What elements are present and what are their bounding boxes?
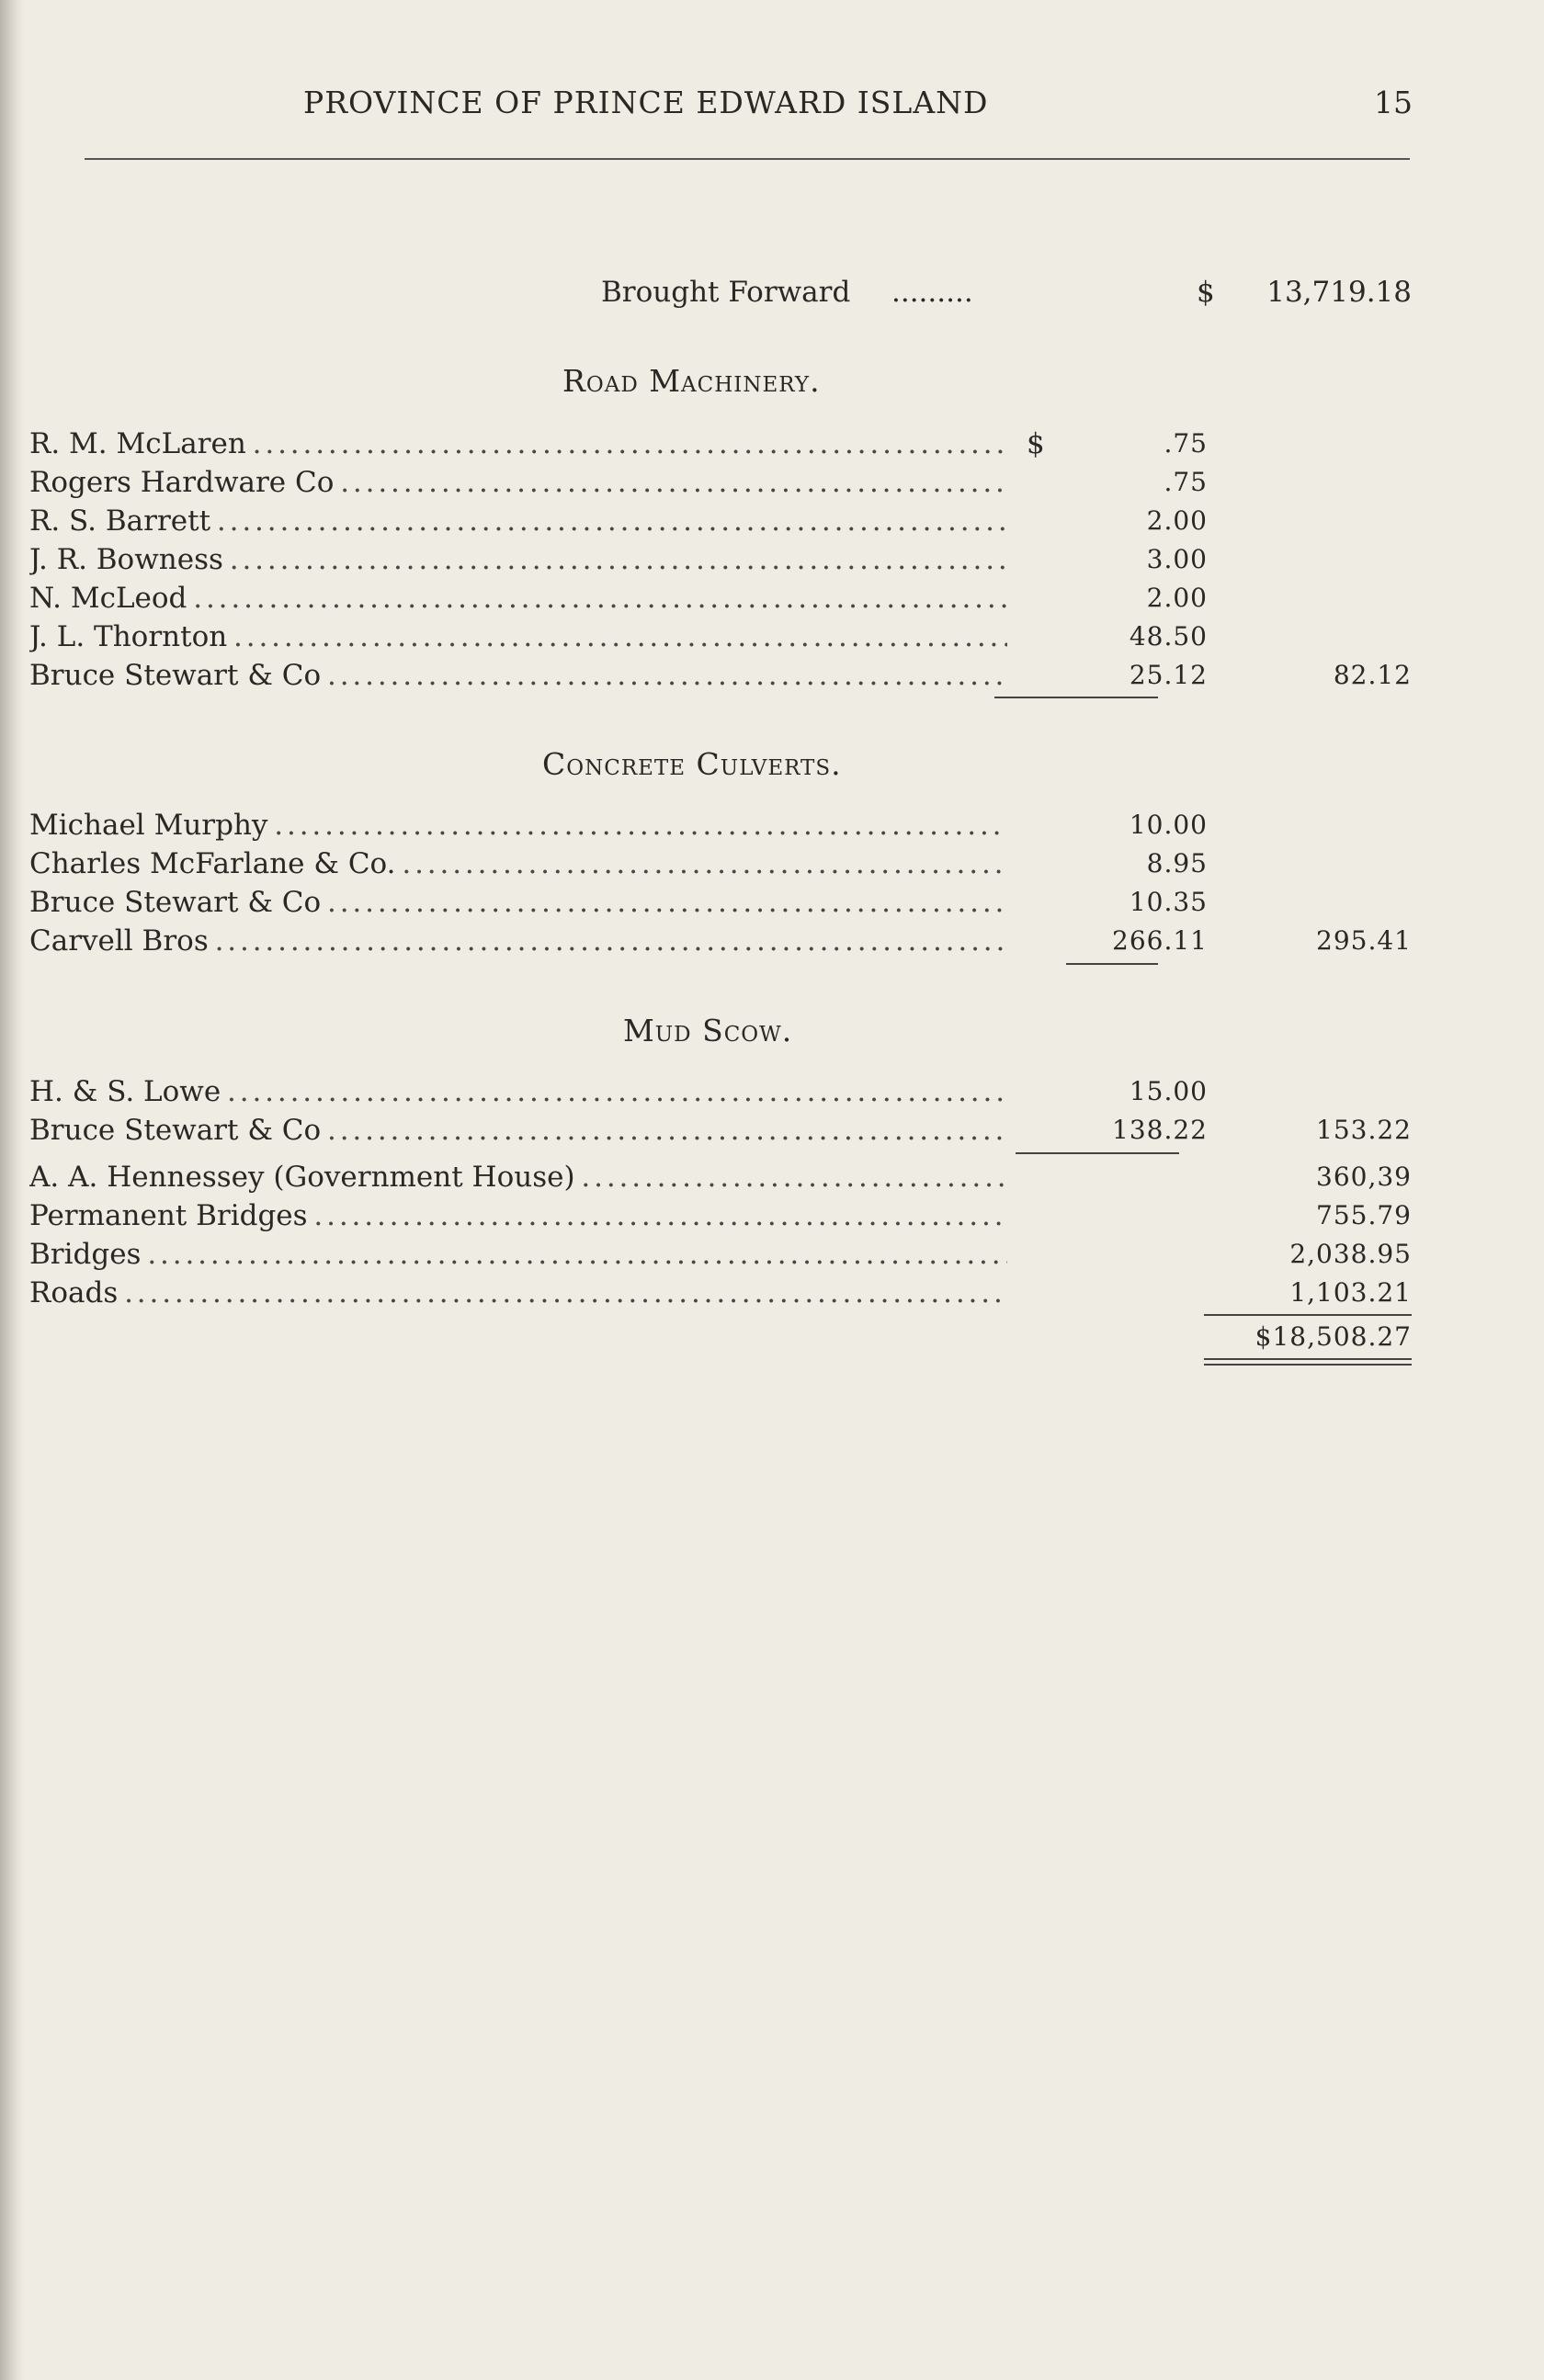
ledger-row [29,502,1408,540]
ledger-row [29,844,1408,883]
ledger-row [29,883,1408,922]
ledger-row [29,1274,1412,1312]
ledger-row-name: H. & S. Lowe . . . [29,1072,1007,1111]
running-header-title: PROVINCE OF PRINCE EDWARD ISLAND [303,85,989,120]
page-number: 15 [1374,85,1413,120]
ledger-row [29,1235,1412,1274]
ledger-row-amount: 25.12 [1129,660,1208,690]
ledger-row-amount: 15.00 [1129,1076,1208,1106]
ledger-row [29,425,1408,463]
brought-forward-label: Brought Forward [601,276,851,309]
ledger-row-amount: 8.95 [1146,848,1208,878]
ledger-row [29,1158,1412,1196]
header-rule [85,158,1410,160]
ledger-row [29,618,1408,656]
ledger-row [29,1111,1412,1150]
ledger-row-name: J. L. Thornton . . . [29,618,1007,656]
grand-total-row [29,1318,1412,1356]
ledger-row-amount: .75 [1164,467,1208,497]
ledger-row-name: Roads . . . [29,1274,1007,1312]
ledger-row-name: R. M. McLaren . . . [29,425,1007,463]
grand-total: $18,508.27 [1254,1321,1412,1352]
ledger-row [29,579,1408,618]
ledger-row-name: Charles McFarlane & Co. . . . [29,844,1007,883]
subtotal-rule [1066,963,1158,965]
ledger-row-amount: 2.00 [1146,583,1208,613]
section-total: 153.22 [1316,1115,1412,1145]
ledger-row-name: Carvell Bros . . . [29,922,1007,960]
ledger-row [29,463,1408,502]
ledger-row-amount: 3.00 [1146,544,1208,574]
ledger-row [29,1072,1408,1111]
ledger-row-name: Bruce Stewart & Co . . . [29,656,1007,695]
item-total: 755.79 [1316,1200,1412,1230]
section-heading-concrete-culverts [542,746,842,782]
section-heading-text: Road Machinery. [562,363,821,399]
section-heading-road-machinery [562,363,821,399]
brought-forward-amount: 13,719.18 [1266,276,1412,309]
subtotal-rule [1204,1314,1412,1316]
item-total: 360,39 [1316,1162,1412,1192]
ledger-row-name: Rogers Hardware Co . . . [29,463,1007,502]
ledger-row [29,922,1412,960]
brought-forward-dots: ......... [891,276,973,309]
currency-sign: $ [1027,427,1045,460]
ledger-row-amount: 10.00 [1129,810,1208,840]
item-total: 2,038.95 [1289,1239,1412,1269]
ledger-row [29,540,1408,579]
section-heading-text: Concrete Culverts. [542,746,842,782]
subtotal-rule [1016,1152,1179,1154]
ledger-row-name: A. A. Hennessey (Government House) . . . [29,1158,1007,1196]
ledger-row [29,656,1412,695]
ledger-row-amount: .75 [1164,428,1208,459]
ledger-row-name: Bruce Stewart & Co . . . [29,1111,1007,1150]
section-total: 295.41 [1316,925,1412,956]
ledger-row-name: Michael Murphy . . . [29,806,1007,844]
section-total: 82.12 [1333,660,1412,690]
ledger-row-amount: 48.50 [1129,621,1208,652]
brought-forward-currency: $ [1197,276,1215,309]
section-heading-mud-scow [623,1013,792,1048]
ledger-row [29,806,1408,844]
ledger-row-amount: 138.22 [1112,1115,1208,1145]
ledger-row-name: Bruce Stewart & Co . . . [29,883,1007,922]
ledger-row-amount: 266.11 [1112,925,1208,956]
item-total: 1,103.21 [1289,1277,1412,1308]
grand-total-rule-upper [1204,1358,1412,1360]
ledger-row-name: Permanent Bridges . . . [29,1196,1007,1235]
ledger-row [29,1196,1412,1235]
page-edge-shadow [0,0,24,2380]
ledger-row-amount: 2.00 [1146,505,1208,536]
ledger-row-name: N. McLeod . . . [29,579,1007,618]
subtotal-rule [994,697,1158,698]
ledger-row-name: Bridges . . . [29,1235,1007,1274]
grand-total-rule-lower [1204,1364,1412,1366]
ledger-row-name: R. S. Barrett . . . [29,502,1007,540]
section-heading-text: Mud Scow. [623,1013,793,1048]
ledger-row-amount: 10.35 [1129,887,1208,917]
ledger-row-name: J. R. Bowness . . . [29,540,1007,579]
